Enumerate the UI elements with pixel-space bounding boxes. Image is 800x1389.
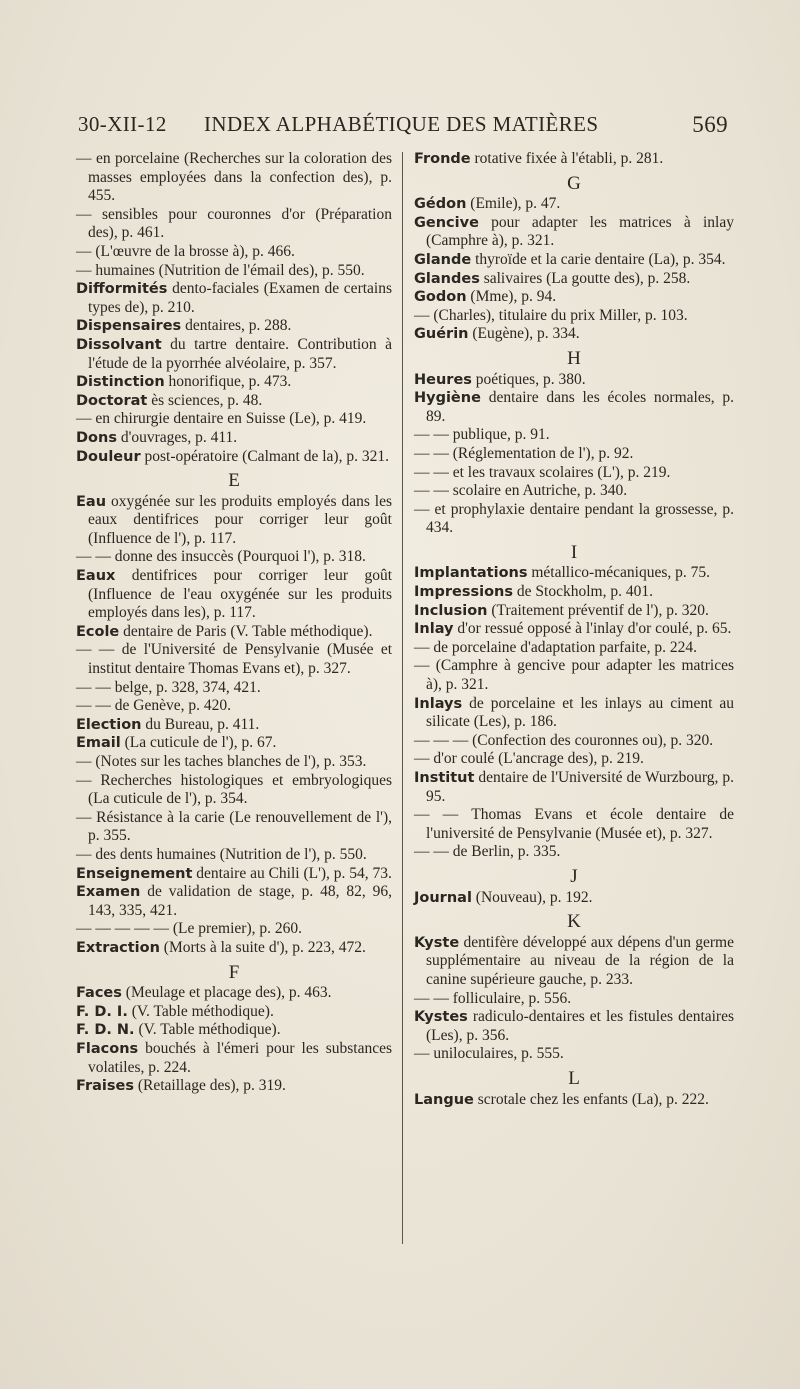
entry-heading: Dispensaires bbox=[76, 318, 182, 335]
entry-heading: Flacons bbox=[76, 1040, 139, 1057]
entry-text: — — folliculaire, p. 556. bbox=[414, 989, 572, 1007]
entry-text: (Traitement préventif de l'), p. 320. bbox=[491, 601, 709, 619]
entry-text: (Emile), p. 47. bbox=[470, 195, 561, 213]
entry-text: dentifère développé aux dépens d'un germe supplémentaire au niveau de la région de la canine supérieure gauche, p. 233. bbox=[426, 933, 734, 988]
entry-text: — (Camphre à gencive pour adapter les matrices à), p. 321. bbox=[414, 657, 734, 694]
entry-text: métallico-mécaniques, p. 75. bbox=[531, 564, 710, 582]
entry-text: (Eugène), p. 334. bbox=[472, 325, 580, 343]
entry-text: salivaires (La goutte des), p. 258. bbox=[483, 269, 691, 287]
index-entry bbox=[76, 206, 392, 243]
entry-heading: Godon bbox=[414, 289, 467, 306]
entry-text: de Stockholm, p. 401. bbox=[516, 583, 653, 601]
entry-heading: Kystes bbox=[414, 1009, 468, 1026]
index-entry bbox=[76, 280, 392, 317]
entry-text: scrotale chez les enfants (La), p. 222. bbox=[477, 1090, 709, 1108]
entry-text: — des dents humaines (Nutrition de l'), p. 550. bbox=[76, 845, 367, 863]
index-entry bbox=[414, 602, 734, 621]
entry-text: radiculo-dentaires et les fistules dentaires (Les), p. 356. bbox=[426, 1008, 735, 1044]
index-entry bbox=[76, 772, 392, 809]
section-letter: I bbox=[570, 541, 578, 563]
entry-text: — — belge, p. 328, 374, 421. bbox=[76, 678, 261, 696]
entry-text: du Bureau, p. 411. bbox=[145, 715, 260, 733]
section-letter: H bbox=[567, 347, 581, 369]
entry-heading: Enseignement bbox=[76, 865, 193, 882]
entry-text: du tartre dentaire. Contribution à l'étude de la pyorrhée alvéolaire, p. 357. bbox=[88, 335, 393, 372]
entry-text: dentaire au Chili (L'), p. 54, 73. bbox=[196, 864, 392, 882]
index-entry bbox=[76, 809, 392, 846]
index-entry bbox=[414, 657, 734, 694]
index-entry bbox=[414, 934, 734, 990]
index-entry bbox=[76, 392, 392, 411]
index-entry bbox=[76, 641, 392, 678]
index-entry bbox=[414, 464, 734, 483]
right-column bbox=[414, 150, 734, 1109]
entry-text: — sensibles pour couronnes d'or (Préparation des), p. 461. bbox=[76, 205, 392, 242]
entry-text: de validation de stage, p. 48, 82, 96, 143, 335, 421. bbox=[88, 883, 393, 919]
index-entry bbox=[76, 679, 392, 698]
entry-heading: Dissolvant bbox=[76, 336, 162, 353]
header-title: INDEX ALPHABÉTIQUE DES MATIÈRES bbox=[204, 112, 599, 136]
entry-heading: Difformités bbox=[76, 281, 168, 298]
index-entry bbox=[414, 806, 734, 843]
entry-text: dentifrices pour corriger leur goût (Influence de l'eau oxygénée sur les produits employés dans les), p. 117. bbox=[88, 567, 393, 622]
entry-text: — — — — — (Le premier), p. 260. bbox=[76, 920, 302, 938]
entry-text: d'ouvrages, p. 411. bbox=[120, 428, 238, 446]
entry-text: — (L'œuvre de la brosse à), p. 466. bbox=[76, 242, 295, 260]
index-entry bbox=[414, 695, 734, 732]
index-entry bbox=[414, 150, 734, 169]
entry-text: — Résistance à la carie (Le renouvellement de l'), p. 355. bbox=[76, 808, 392, 845]
section-letter: G bbox=[567, 172, 581, 194]
index-entry bbox=[76, 373, 392, 392]
entry-heading: Election bbox=[76, 716, 142, 733]
index-entry bbox=[76, 920, 392, 939]
entry-heading: Examen bbox=[76, 884, 141, 901]
entry-text: — en chirurgie dentaire en Suisse (Le), p. 419. bbox=[76, 410, 367, 428]
entry-text: — uniloculaires, p. 555. bbox=[414, 1045, 564, 1063]
index-entry bbox=[76, 410, 392, 429]
entry-heading: Inlays bbox=[414, 695, 463, 712]
index-entry bbox=[76, 753, 392, 772]
entry-heading: Implantations bbox=[414, 565, 528, 582]
index-entry bbox=[414, 325, 734, 344]
entry-text: dentaire de l'Université de Wurzbourg, p. 95. bbox=[426, 769, 734, 805]
entry-text: — (Charles), titulaire du prix Miller, p. 103. bbox=[414, 306, 688, 324]
entry-text: pour adapter les matrices à inlay (Camphre à), p. 321. bbox=[426, 213, 734, 250]
index-entry bbox=[76, 262, 392, 281]
entry-heading: Eaux bbox=[76, 568, 116, 585]
entry-text: dentaire dans les écoles normales, p. 89. bbox=[426, 389, 734, 425]
index-entry bbox=[76, 883, 392, 920]
index-entry bbox=[414, 843, 734, 862]
entry-text: — — donne des insuccès (Pourquoi l'), p. 318. bbox=[76, 548, 366, 566]
entry-text: — et prophylaxie dentaire pendant la grossesse, p. 434. bbox=[414, 500, 734, 537]
entry-text: — humaines (Nutrition de l'émail des), p. 550. bbox=[76, 261, 365, 279]
index-entry bbox=[76, 243, 392, 262]
index-entry bbox=[414, 769, 734, 806]
index-entry bbox=[414, 307, 734, 326]
entry-heading: Email bbox=[76, 735, 121, 752]
entry-text: thyroïde et la carie dentaire (La), p. 354. bbox=[475, 250, 726, 268]
index-entry bbox=[414, 195, 734, 214]
index-entry bbox=[76, 1003, 392, 1022]
entry-heading: Kyste bbox=[414, 934, 460, 951]
left-column bbox=[76, 150, 392, 1096]
index-entry bbox=[414, 371, 734, 390]
entry-heading: Distinction bbox=[76, 374, 165, 391]
entry-heading: Fraises bbox=[76, 1078, 134, 1095]
index-entry bbox=[76, 846, 392, 865]
index-entry bbox=[76, 448, 392, 467]
index-entry bbox=[76, 716, 392, 735]
entry-text: ès sciences, p. 48. bbox=[151, 391, 263, 409]
entry-heading: Extraction bbox=[76, 939, 160, 956]
entry-text: bouchés à l'émeri pour les substances volatiles, p. 224. bbox=[88, 1039, 393, 1076]
entry-heading: Gédon bbox=[414, 196, 467, 213]
index-entry bbox=[76, 697, 392, 716]
index-entry bbox=[76, 1040, 392, 1077]
entry-text: — d'or coulé (L'ancrage des), p. 219. bbox=[414, 750, 644, 768]
entry-text: — Recherches histologiques et embryologiques (La cuticule de l'), p. 354. bbox=[76, 771, 392, 808]
page-number: 569 bbox=[692, 112, 728, 137]
entry-heading: Faces bbox=[76, 985, 122, 1002]
index-entry bbox=[414, 564, 734, 583]
entry-heading: Doctorat bbox=[76, 392, 148, 409]
entry-text: dentaire de Paris (V. Table méthodique). bbox=[123, 622, 373, 640]
index-entry bbox=[414, 251, 734, 270]
entry-text: oxygénée sur les produits employés dans les eaux dentifrices pour corriger leur goût (Influence de l'), p. 117. bbox=[88, 492, 393, 547]
entry-text: (V. Table méthodique). bbox=[138, 1021, 281, 1039]
index-entry bbox=[414, 620, 734, 639]
index-entry bbox=[76, 493, 392, 549]
entry-heading: Gencive bbox=[414, 214, 479, 231]
entry-text: poétiques, p. 380. bbox=[475, 370, 586, 388]
index-entry bbox=[414, 1008, 734, 1045]
entry-heading: Guérin bbox=[414, 326, 469, 343]
index-entry bbox=[76, 150, 392, 206]
index-entry bbox=[76, 317, 392, 336]
entry-heading: F. D. I. bbox=[76, 1003, 128, 1020]
section-letter: F bbox=[228, 961, 240, 983]
entry-heading: Douleur bbox=[76, 448, 141, 465]
entry-text: — — Thomas Evans et école dentaire de l'université de Pensylvanie (Musée et), p. 327. bbox=[414, 806, 734, 842]
entry-text: honorifique, p. 473. bbox=[168, 373, 292, 391]
entry-heading: Langue bbox=[414, 1091, 474, 1108]
index-entry bbox=[414, 389, 734, 426]
index-entry bbox=[414, 482, 734, 501]
entry-heading: F. D. N. bbox=[76, 1022, 135, 1039]
entry-text: — — de Berlin, p. 335. bbox=[414, 843, 561, 861]
entry-text: — (Notes sur les taches blanches de l'), p. 353. bbox=[76, 753, 367, 770]
entry-text: — — scolaire en Autriche, p. 340. bbox=[414, 482, 628, 500]
index-entry bbox=[414, 889, 734, 908]
index-entry bbox=[414, 270, 734, 289]
index-entry bbox=[76, 567, 392, 623]
index-entry bbox=[76, 939, 392, 958]
entry-text: dentaires, p. 288. bbox=[185, 317, 292, 335]
entry-heading: Inclusion bbox=[414, 602, 488, 619]
entry-text: — en porcelaine (Recherches sur la coloration des masses employées dans la confection des), p. 455. bbox=[76, 150, 392, 205]
entry-text: — — de Genève, p. 420. bbox=[76, 697, 231, 715]
entry-text: (Nouveau), p. 192. bbox=[475, 888, 593, 906]
index-entry bbox=[414, 445, 734, 464]
entry-text: post-opératoire (Calmant de la), p. 321. bbox=[144, 447, 389, 465]
header-date: 30-XII-12 bbox=[78, 112, 167, 136]
entry-heading: Eau bbox=[76, 493, 107, 510]
entry-heading: Heures bbox=[414, 371, 472, 388]
index-entry bbox=[414, 214, 734, 251]
entry-text: (La cuticule de l'), p. 67. bbox=[124, 734, 277, 752]
index-entry bbox=[76, 623, 392, 642]
index-entry bbox=[76, 865, 392, 884]
index-entry bbox=[414, 639, 734, 658]
index-entry bbox=[414, 1091, 734, 1110]
index-entry bbox=[414, 583, 734, 602]
index-entry bbox=[414, 1045, 734, 1064]
index-entry bbox=[414, 288, 734, 307]
entry-text: rotative fixée à l'établi, p. 281. bbox=[474, 150, 664, 167]
entry-heading: Journal bbox=[414, 889, 472, 906]
entry-text: (Morts à la suite d'), p. 223, 472. bbox=[163, 938, 366, 956]
section-letter: J bbox=[570, 865, 578, 887]
entry-heading: Impressions bbox=[414, 584, 514, 601]
index-entry bbox=[76, 1077, 392, 1096]
entry-heading: Institut bbox=[414, 770, 475, 786]
entry-heading: Inlay bbox=[414, 621, 454, 638]
index-entry bbox=[76, 984, 392, 1003]
entry-heading: Dons bbox=[76, 429, 117, 446]
entry-heading: Glandes bbox=[414, 270, 480, 287]
entry-text: (V. Table méthodique). bbox=[131, 1002, 274, 1020]
index-entry bbox=[76, 1021, 392, 1040]
index-entry bbox=[414, 501, 734, 538]
entry-text: — — (Réglementation de l'), p. 92. bbox=[414, 444, 634, 462]
running-header bbox=[78, 112, 728, 146]
entry-heading: Glande bbox=[414, 251, 472, 268]
index-entry bbox=[76, 336, 392, 373]
index-entry bbox=[414, 990, 734, 1009]
entry-text: — — et les travaux scolaires (L'), p. 219. bbox=[414, 463, 671, 481]
entry-heading: Ecole bbox=[76, 623, 120, 640]
entry-text: (Retaillage des), p. 319. bbox=[137, 1077, 286, 1095]
index-entry bbox=[76, 429, 392, 448]
entry-text: — — publique, p. 91. bbox=[414, 426, 550, 444]
index-entry bbox=[414, 750, 734, 769]
entry-text: de porcelaine et les inlays au ciment au silicate (Les), p. 186. bbox=[426, 694, 734, 731]
index-entry bbox=[76, 548, 392, 567]
entry-text: (Mme), p. 94. bbox=[470, 288, 557, 306]
entry-text: d'or ressué opposé à l'inlay d'or coulé, p. 65. bbox=[457, 620, 732, 638]
section-letter: K bbox=[567, 911, 581, 933]
entry-text: — de porcelaine d'adaptation parfaite, p. 224. bbox=[414, 638, 697, 656]
entry-heading: Fronde bbox=[414, 151, 471, 167]
entry-text: (Meulage et placage des), p. 463. bbox=[125, 984, 332, 1002]
entry-heading: Hygiène bbox=[414, 390, 481, 407]
column-divider bbox=[402, 152, 403, 1244]
entry-text: — — de l'Université de Pensylvanie (Musée et institut dentaire Thomas Evans et), p. 327. bbox=[76, 641, 392, 678]
section-letter: L bbox=[568, 1067, 580, 1089]
index-entry bbox=[414, 426, 734, 445]
entry-text: — — — (Confection des couronnes ou), p. 320. bbox=[414, 731, 714, 749]
index-entry bbox=[76, 734, 392, 753]
entry-text: dento-faciales (Examen de certains types de), p. 210. bbox=[88, 280, 393, 316]
section-letter: E bbox=[228, 470, 240, 492]
index-entry bbox=[414, 732, 734, 751]
